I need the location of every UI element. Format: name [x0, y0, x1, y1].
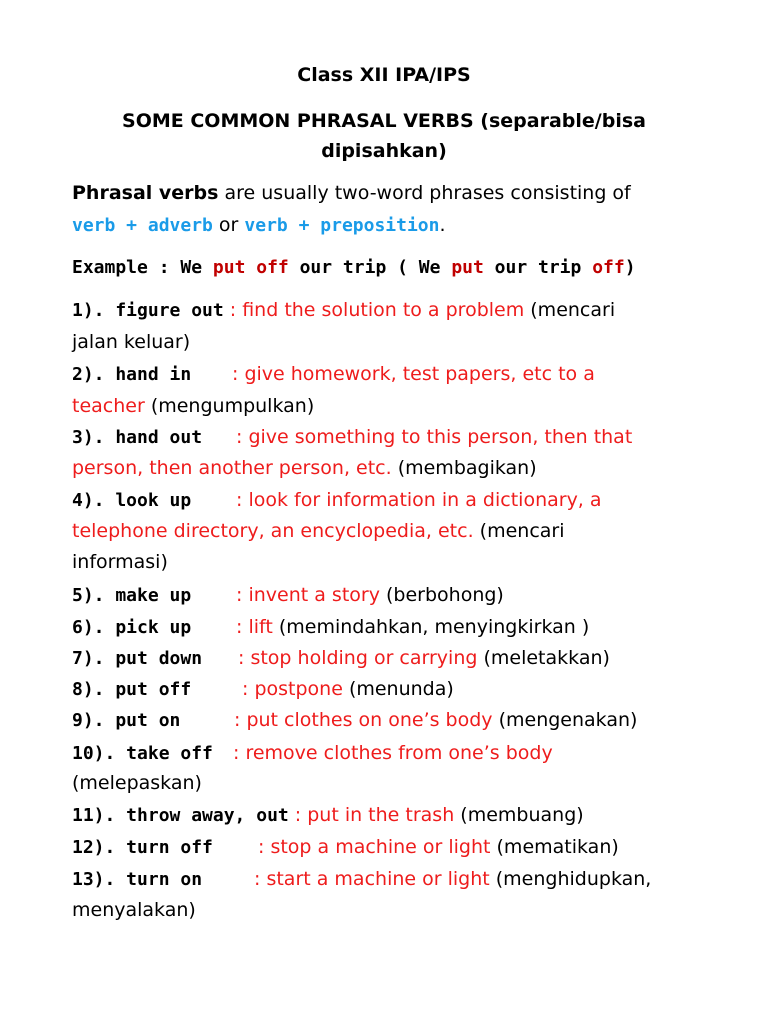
item-definition-cont: teacher — [72, 395, 145, 417]
item-translation: (mematikan) — [490, 836, 619, 858]
list-item — [72, 424, 202, 451]
item-separator: : — [232, 363, 245, 385]
item-term: 2). hand in — [72, 364, 192, 385]
example-particle: off — [592, 257, 625, 278]
item-translation: (memindahkan, menyingkirkan ) — [272, 616, 590, 638]
list-item-continued — [72, 518, 565, 544]
item-translation: (menunda) — [342, 678, 454, 700]
item-definition — [236, 424, 632, 450]
item-translation: (mengenakan) — [492, 709, 638, 731]
item-definition — [233, 740, 553, 766]
list-item — [72, 676, 191, 703]
item-term: 1). figure out — [72, 300, 224, 321]
item-definition-text: stop a machine or light — [270, 836, 491, 858]
intro-period: . — [439, 214, 446, 236]
item-translation: (mencari — [473, 520, 565, 542]
item-term: 4). look up — [72, 490, 192, 511]
item-term: 3). hand out — [72, 427, 203, 448]
class-title: Class XII IPA/IPS — [297, 64, 471, 86]
item-definition — [258, 834, 619, 860]
list-item — [72, 834, 213, 861]
item-definition-text: put clothes on one’s body — [246, 709, 493, 731]
item-separator: : — [254, 868, 267, 890]
list-item — [72, 297, 615, 324]
example-phrase: put off — [212, 257, 289, 278]
example-verb: put — [451, 257, 484, 278]
item-definition-text: stop holding or carrying — [250, 647, 478, 669]
item-term: 6). pick up — [72, 617, 192, 638]
intro-line1 — [72, 180, 631, 206]
item-separator: : — [236, 584, 249, 606]
item-definition — [238, 645, 610, 671]
list-item-continued: menyalakan) — [72, 899, 196, 921]
item-term: 8). put off — [72, 679, 192, 700]
item-definition — [232, 361, 595, 387]
intro-pattern1: verb + adverb — [72, 215, 213, 236]
item-definition — [234, 707, 637, 733]
intro-line2 — [72, 212, 446, 239]
example-mid2: our trip — [483, 257, 593, 278]
item-separator: : — [238, 647, 251, 669]
item-definition: find the solution to a problem — [242, 299, 525, 321]
item-separator: : — [236, 489, 249, 511]
item-definition — [236, 614, 589, 640]
item-definition — [236, 487, 602, 513]
item-separator: : — [258, 836, 271, 858]
item-translation: (meletakkan) — [477, 647, 610, 669]
item-separator: : — [233, 742, 246, 764]
list-item — [72, 487, 191, 514]
list-item-continued: (melepaskan) — [72, 772, 202, 794]
list-item — [72, 802, 584, 829]
item-term: 10). take off — [72, 743, 213, 764]
item-definition-text: lift — [248, 616, 273, 638]
item-term: 9). put on — [72, 710, 181, 731]
list-item — [72, 582, 191, 609]
item-definition-text: invent a story — [248, 584, 380, 606]
item-separator: : — [236, 616, 249, 638]
item-definition — [236, 582, 504, 608]
list-item-continued — [72, 455, 537, 481]
item-separator: : — [234, 709, 247, 731]
list-item-continued: informasi) — [72, 551, 168, 573]
item-term: 7). put down — [72, 648, 203, 669]
item-translation: (berbohong) — [379, 584, 504, 606]
main-title-line2: dipisahkan) — [321, 140, 447, 162]
item-separator: : — [288, 804, 308, 826]
item-definition-text: postpone — [254, 678, 343, 700]
list-item — [72, 866, 202, 893]
item-term: 11). throw away, out — [72, 805, 289, 826]
list-item — [72, 740, 213, 767]
intro-or: or — [212, 214, 245, 236]
item-separator: : — [236, 426, 249, 448]
item-definition-text: start a machine or light — [266, 868, 490, 890]
intro-pattern2: verb + preposition — [244, 215, 440, 236]
item-term: 12). turn off — [72, 837, 213, 858]
item-translation: (membuang) — [454, 804, 584, 826]
item-term: 5). make up — [72, 585, 192, 606]
item-translation: (membagikan) — [391, 457, 537, 479]
item-definition — [254, 866, 651, 892]
intro-term: Phrasal verbs — [72, 182, 219, 204]
item-definition — [242, 676, 454, 702]
item-definition: put in the trash — [307, 804, 455, 826]
item-definition-text: give homework, test papers, etc to a — [244, 363, 595, 385]
list-item-continued — [72, 393, 314, 419]
item-definition-cont: telephone directory, an encyclopedia, etc. — [72, 520, 474, 542]
item-translation: (mencari — [524, 299, 616, 321]
example-label: Example : We — [72, 257, 213, 278]
item-translation: (mengumpulkan) — [144, 395, 315, 417]
item-definition-text: look for information in a dictionary, a — [248, 489, 602, 511]
example-line — [72, 255, 636, 281]
item-definition-text: give something to this person, then that — [248, 426, 633, 448]
item-definition-text: remove clothes from one’s body — [245, 742, 553, 764]
list-item-continued: jalan keluar) — [72, 331, 191, 353]
intro-text: are usually two-word phrases consisting of — [218, 182, 631, 204]
list-item — [72, 361, 191, 388]
example-close: ) — [624, 257, 636, 278]
list-item — [72, 645, 202, 672]
item-definition-cont: person, then another person, etc. — [72, 457, 392, 479]
example-mid1: our trip ( We — [288, 257, 452, 278]
list-item — [72, 614, 191, 641]
main-title-line1: SOME COMMON PHRASAL VERBS (separable/bisa — [122, 110, 646, 132]
item-separator: : — [223, 299, 243, 321]
item-term: 13). turn on — [72, 869, 203, 890]
item-translation: (menghidupkan, — [489, 868, 652, 890]
list-item — [72, 707, 180, 734]
item-separator: : — [242, 678, 255, 700]
